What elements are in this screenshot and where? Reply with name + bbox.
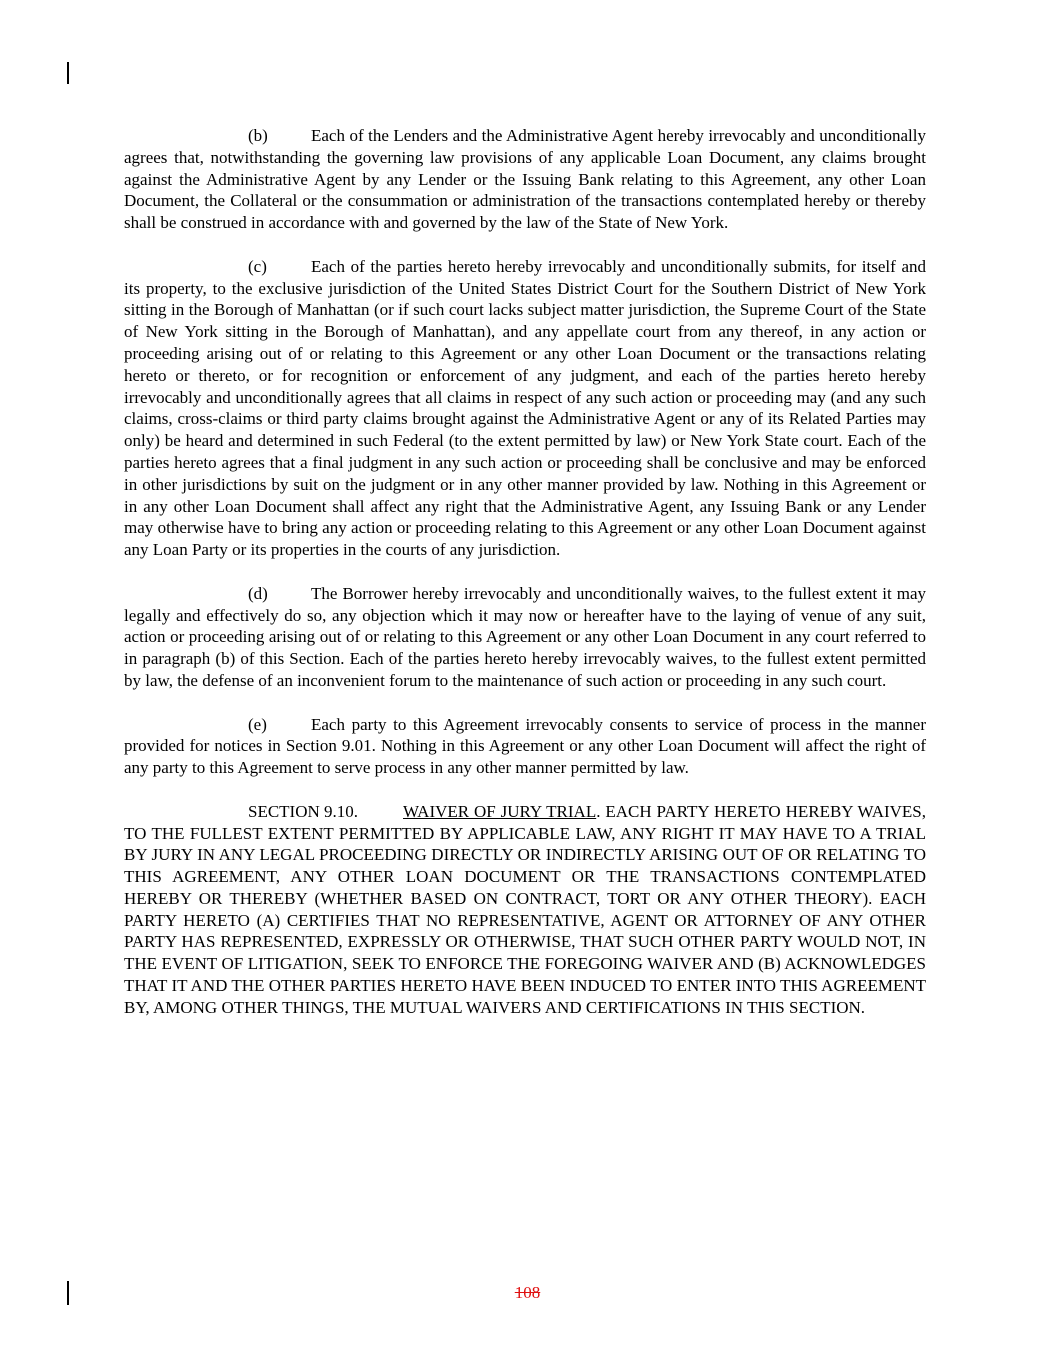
document-body xyxy=(124,125,926,1040)
section-number: SECTION 9.10. xyxy=(248,801,359,821)
paragraph-e xyxy=(124,714,926,779)
section-9-10 xyxy=(124,801,926,1019)
paragraph-label: (e) xyxy=(248,714,267,734)
paragraph-c xyxy=(124,256,926,561)
section-title: WAIVER OF JURY TRIAL xyxy=(403,801,597,821)
paragraph-d xyxy=(124,583,926,692)
revision-change-bar xyxy=(67,62,69,84)
paragraph-label: (c) xyxy=(248,256,267,276)
paragraph-text: Each of the Lenders and the Administrative Agent hereby irrevocably and unconditionally agrees that, notwithstanding the governing law provisions of any applicable Loan Document, any claims brought against the Administrative Agent by any Lender or the Issuing Bank relating to this Agreement, any other Loan Document, the Collateral or the consummation or administration of the transactions contemplated hereby or thereby shall be construed in accordance with and governed by the law of the State of New York. xyxy=(124,126,926,233)
paragraph-label: (d) xyxy=(248,583,268,603)
paragraph-label: (b) xyxy=(248,126,268,145)
paragraph-text: The Borrower hereby irrevocably and unconditionally waives, to the fullest extent it may legally and effectively do so, any objection which it may now or hereafter have to the laying of venue of any suit, action or proceeding arising out of or relating to this Agreement or any other Loan Document in any court referred to in paragraph (b) of this Section. Each of the parties hereto hereby irrevocably waives, to the fullest extent permitted by law, the defense of an inconvenient forum to the maintenance of such action or proceeding in any such court. xyxy=(124,583,926,690)
section-text: . EACH PARTY HERETO HEREBY WAIVES, TO THE FULLEST EXTENT PERMITTED BY APPLICABLE LAW, ANY RIGHT IT MAY HAVE TO A TRIAL BY JURY IN ANY LEGAL PROCEEDING DIRECTLY OR INDIRECTLY ARISING OUT OF OR RELATING TO THIS AGREEMENT, ANY OTHER LOAN DOCUMENT OR THE TRANSACTIONS CONTEMPLATED HEREBY OR THEREBY (WHETHER BASED ON CONTRACT, TORT OR ANY OTHER THEORY). EACH PARTY HERETO (A) CERTIFIES THAT NO REPRESENTATIVE, AGENT OR ATTORNEY OF ANY OTHER PARTY HAS REPRESENTED, EXPRESSLY OR OTHERWISE, THAT SUCH OTHER PARTY WOULD NOT, IN THE EVENT OF LITIGATION, SEEK TO ENFORCE THE FOREGOING WAIVER AND (B) ACKNOWLEDGES THAT IT AND THE OTHER PARTIES HERETO HAVE BEEN INDUCED TO ENTER INTO THIS AGREEMENT BY, AMONG OTHER THINGS, THE MUTUAL WAIVERS AND CERTIFICATIONS IN THIS SECTION. xyxy=(124,801,926,1017)
paragraph-text: Each party to this Agreement irrevocably consents to service of process in the manner provided for notices in Section 9.01. Nothing in this Agreement or any other Loan Document will affect the right of any party to this Agreement to serve process in any other manner permitted by law. xyxy=(124,714,926,778)
page-number: 108 xyxy=(514,1283,541,1302)
paragraph-b xyxy=(124,125,926,234)
paragraph-text: Each of the parties hereto hereby irrevocably and unconditionally submits, for itself and its property, to the exclusive jurisdiction of the United States District Court for the Southern District of New York sitting in the Borough of Manhattan (or if such court lacks subject matter jurisdiction, the Supreme Court of the State of New York sitting in the Borough of Manhattan), and any appellate court from any thereof, in any action or proceeding arising out of or relating to this Agreement or any other Loan Document or the transactions relating hereto or thereto, or for recognition or enforcement of any judgment, and each of the parties hereto hereby irrevocably and unconditionally agrees that all claims in respect of any such action or proceeding may (and any such claims, cross-claims or third party claims brought against the Administrative Agent or any of its Related Parties may only) be heard and determined in such Federal (to the extent permitted by law) or New York State court. Each of the parties hereto agrees that a final judgment in any such action or proceeding shall be conclusive and may be enforced in other jurisdictions by suit on the judgment or in any other manner provided by law. Nothing in this Agreement or in any other Loan Document shall affect any right that the Administrative Agent, any Issuing Bank or any Lender may otherwise have to bring any action or proceeding relating to this Agreement or any other Loan Document against any Loan Party or its properties in the courts of any jurisdiction. xyxy=(124,256,926,560)
